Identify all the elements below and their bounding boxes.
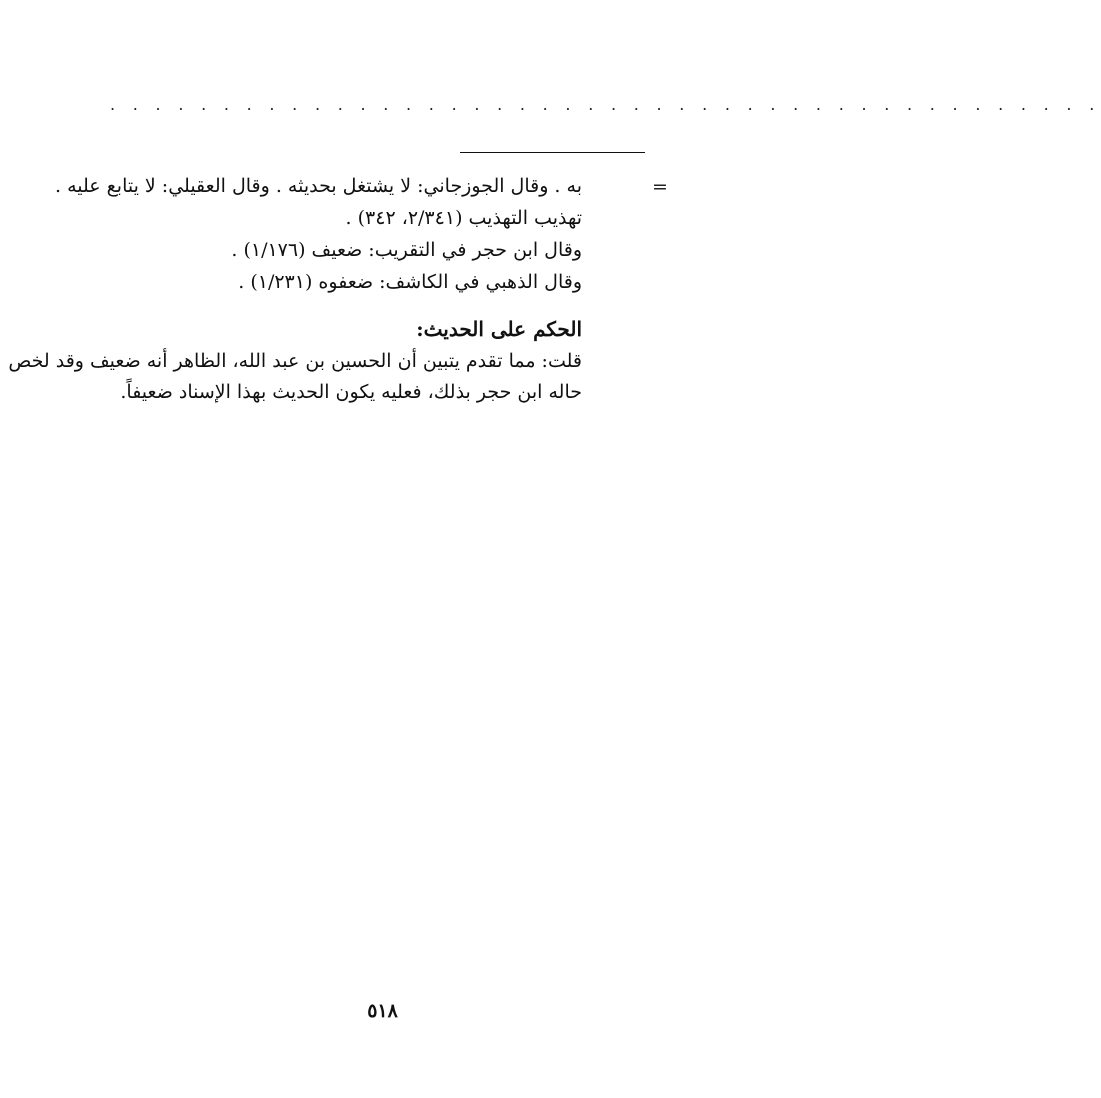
footnote-line: به . وقال الجوزجاني: لا يشتغل بحديثه . وقال العقيلي: لا يتابع عليه . bbox=[55, 175, 582, 197]
footnote-block bbox=[55, 170, 582, 298]
paragraph-line: قلت: مما تقدم يتبين أن الحسين بن عبد الله، الظاهر أنه ضعيف وقد لخص bbox=[8, 350, 582, 372]
footnote-line: تهذيب التهذيب (٢/٣٤١، ٣٤٢) . bbox=[345, 207, 582, 229]
footnote-separator-rule bbox=[460, 152, 645, 153]
section-heading: الحكم على الحديث: bbox=[416, 317, 582, 341]
footnote-continuation-mark: = bbox=[652, 176, 668, 198]
page-number: ٥١٨ bbox=[367, 1000, 398, 1022]
footnote-line: وقال الذهبي في الكاشف: ضعفوه (١/٢٣١) . bbox=[238, 271, 582, 293]
paragraph-line: حاله ابن حجر بذلك، فعليه يكون الحديث بهذا الإسناد ضعيفاً. bbox=[120, 381, 582, 403]
footnote-line: وقال ابن حجر في التقريب: ضعيف (١/١٧٦) . bbox=[231, 239, 582, 261]
verdict-paragraph bbox=[8, 346, 582, 408]
dotted-leader: . . . . . . . . . . . . . . . . . . . . . . . . . . . . . . . . . . . . . . . . . . . . bbox=[110, 95, 1101, 114]
